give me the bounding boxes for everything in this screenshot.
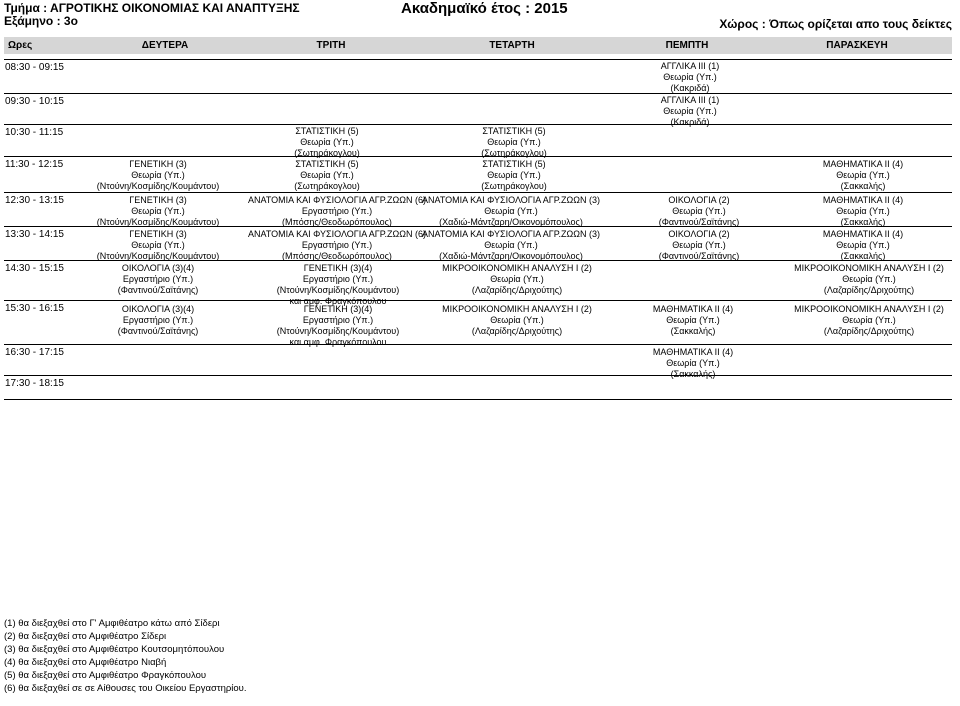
footnote: (2) θα διεξαχθεί στο Αμφιθέατρο Σίδερι	[4, 631, 167, 642]
class-cell: ΜΙΚΡΟΟΙΚΟΝΟΜΙΚΗ ΑΝΑΛΥΣΗ Ι (2) Θεωρία (Υπ.) (Λαζαρίδης/Δριχούτης)	[442, 304, 592, 336]
class-cell: ΑΝΑΤΟΜΙΑ ΚΑΙ ΦΥΣΙΟΛΟΓΙΑ ΑΓΡ.ΖΩΩΝ (6) Εργαστήριο (Υπ.) (Μπόσης/Θεοδωρόπουλος)	[247, 195, 427, 227]
class-cell: ΓΕΝΕΤΙΚΗ (3)(4) Εργαστήριο (Υπ.) (Ντούνη/Κοσμίδης/Κουμάντου) και αμφ. Φραγκόπουλου	[276, 263, 400, 306]
footnote: (3) θα διεξαχθεί στο Αμφιθέατρο Κουτσομητόπουλου	[4, 644, 225, 655]
time-label: 14:30 - 15:15	[5, 263, 64, 274]
class-cell: ΜΑΘΗΜΑΤΙΚΑ ΙΙ (4) Θεωρία (Υπ.) (Σακκαλής)	[652, 304, 734, 336]
time-label: 09:30 - 10:15	[5, 96, 64, 107]
class-cell: ΓΕΝΕΤΙΚΗ (3) Θεωρία (Υπ.) (Ντούνη/Κοσμίδης/Κουμάντου)	[96, 159, 220, 191]
row-divider	[4, 399, 952, 400]
footnote: (5) θα διεξαχθεί στο Αμφιθέατρο Φραγκόπουλου	[4, 670, 207, 681]
row-divider	[4, 124, 952, 125]
class-cell: ΟΙΚΟΛΟΓΙΑ (3)(4) Εργαστήριο (Υπ.) (Φαντινού/Σαϊτάνης)	[117, 263, 199, 295]
department-title: Τμήμα : ΑΓΡΟΤΙΚΗΣ ΟΙΚΟΝΟΜΙΑΣ ΚΑΙ ΑΝΑΠΤΥΞΗΣ	[4, 1, 300, 15]
class-cell: ΑΓΓΛΙΚΑ ΙΙΙ (1) Θεωρία (Υπ.) (Κακριδά)	[660, 61, 720, 93]
day-header-thursday: ΠΕΜΠΤΗ	[665, 40, 709, 51]
class-cell: ΜΙΚΡΟΟΙΚΟΝΟΜΙΚΗ ΑΝΑΛΥΣΗ Ι (2) Θεωρία (Υπ.) (Λαζαρίδης/Δριχούτης)	[794, 263, 944, 295]
class-cell: ΣΤΑΤΙΣΤΙΚΗ (5) Θεωρία (Υπ.) (Σωτηράκογλου)	[294, 126, 360, 158]
footnotes	[4, 617, 247, 695]
footnote: (4) θα διεξαχθεί στο Αμφιθέατρο Νιαβή	[4, 657, 167, 668]
room-note: Χώρος : Όπως ορίζεται απο τους δείκτες	[719, 17, 952, 31]
day-header-wednesday: ΤΕΤΑΡΤΗ	[489, 40, 535, 51]
class-cell: ΜΑΘΗΜΑΤΙΚΑ ΙΙ (4) Θεωρία (Υπ.) (Σακκαλής)	[652, 347, 734, 379]
class-cell: ΣΤΑΤΙΣΤΙΚΗ (5) Θεωρία (Υπ.) (Σωτηράκογλου)	[481, 126, 547, 158]
class-cell: ΓΕΝΕΤΙΚΗ (3) Θεωρία (Υπ.) (Ντούνη/Κοσμίδης/Κουμάντου)	[96, 229, 220, 261]
row-divider	[4, 59, 952, 60]
day-header-tuesday: ΤΡΙΤΗ	[316, 40, 346, 51]
class-cell: ΟΙΚΟΛΟΓΙΑ (2) Θεωρία (Υπ.) (Φαντινού/Σαϊτάνης)	[658, 195, 740, 227]
day-header-bar	[4, 37, 952, 54]
time-label: 10:30 - 11:15	[5, 127, 64, 138]
semester-label: Εξάμηνο : 3ο	[4, 14, 78, 28]
class-cell: ΣΤΑΤΙΣΤΙΚΗ (5) Θεωρία (Υπ.) (Σωτηράκογλου)	[294, 159, 360, 191]
day-header-friday: ΠΑΡΑΣΚΕΥΗ	[826, 40, 888, 51]
time-label: 17:30 - 18:15	[5, 378, 64, 389]
row-divider	[4, 375, 952, 376]
class-cell: ΜΙΚΡΟΟΙΚΟΝΟΜΙΚΗ ΑΝΑΛΥΣΗ Ι (2) Θεωρία (Υπ.) (Λαζαρίδης/Δριχούτης)	[442, 263, 592, 295]
class-cell: ΟΙΚΟΛΟΓΙΑ (3)(4) Εργαστήριο (Υπ.) (Φαντινού/Σαϊτάνης)	[117, 304, 199, 336]
row-divider	[4, 192, 952, 193]
class-cell: ΑΝΑΤΟΜΙΑ ΚΑΙ ΦΥΣΙΟΛΟΓΙΑ ΑΓΡ.ΖΩΩΝ (3) Θεωρία (Υπ.) (Χαδιώ-Μάντζαρη/Οικονομόπουλος)	[421, 229, 601, 261]
class-cell: ΜΑΘΗΜΑΤΙΚΑ ΙΙ (4) Θεωρία (Υπ.) (Σακκαλής)	[822, 159, 904, 191]
academic-year: Ακαδημαϊκό έτος : 2015	[401, 0, 568, 17]
time-label: 13:30 - 14:15	[5, 229, 64, 240]
class-cell: ΓΕΝΕΤΙΚΗ (3) Θεωρία (Υπ.) (Ντούνη/Κοσμίδης/Κουμάντου)	[96, 195, 220, 227]
row-divider	[4, 300, 952, 301]
class-cell: ΓΕΝΕΤΙΚΗ (3)(4) Εργαστήριο (Υπ.) (Ντούνη/Κοσμίδης/Κουμάντου) και αμφ. Φραγκόπουλου	[276, 304, 400, 347]
footnote: (1) θα διεξαχθεί στο Γ' Αμφιθέατρο κάτω από Σίδερι	[4, 618, 220, 629]
time-label: 12:30 - 13:15	[5, 195, 64, 206]
footnote: (6) θα διεξαχθεί σε σε Αίθουσες του Οικείου Εργαστηρίου.	[4, 683, 247, 694]
hours-column-header: Ωρες	[8, 40, 33, 51]
class-cell: ΜΑΘΗΜΑΤΙΚΑ ΙΙ (4) Θεωρία (Υπ.) (Σακκαλής)	[822, 195, 904, 227]
row-divider	[4, 156, 952, 157]
time-label: 15:30 - 16:15	[5, 303, 64, 314]
class-cell: ΑΝΑΤΟΜΙΑ ΚΑΙ ΦΥΣΙΟΛΟΓΙΑ ΑΓΡ.ΖΩΩΝ (3) Θεωρία (Υπ.) (Χαδιώ-Μάντζαρη/Οικονομόπουλος)	[421, 195, 601, 227]
class-cell: ΟΙΚΟΛΟΓΙΑ (2) Θεωρία (Υπ.) (Φαντινού/Σαϊτάνης)	[658, 229, 740, 261]
class-cell: ΣΤΑΤΙΣΤΙΚΗ (5) Θεωρία (Υπ.) (Σωτηράκογλου)	[481, 159, 547, 191]
class-cell: ΜΙΚΡΟΟΙΚΟΝΟΜΙΚΗ ΑΝΑΛΥΣΗ Ι (2) Θεωρία (Υπ.) (Λαζαρίδης/Δριχούτης)	[794, 304, 944, 336]
time-label: 11:30 - 12:15	[5, 159, 64, 170]
row-divider	[4, 93, 952, 94]
class-cell: ΜΑΘΗΜΑΤΙΚΑ ΙΙ (4) Θεωρία (Υπ.) (Σακκαλής)	[822, 229, 904, 261]
time-label: 16:30 - 17:15	[5, 347, 64, 358]
row-divider	[4, 344, 952, 345]
time-label: 08:30 - 09:15	[5, 62, 64, 73]
class-cell: ΑΓΓΛΙΚΑ ΙΙΙ (1) Θεωρία (Υπ.) (Κακριδά)	[660, 95, 720, 127]
class-cell: ΑΝΑΤΟΜΙΑ ΚΑΙ ΦΥΣΙΟΛΟΓΙΑ ΑΓΡ.ΖΩΩΝ (6) Εργαστήριο (Υπ.) (Μπόσης/Θεοδωρόπουλος)	[247, 229, 427, 261]
day-header-monday: ΔΕΥΤΕΡΑ	[141, 40, 189, 51]
